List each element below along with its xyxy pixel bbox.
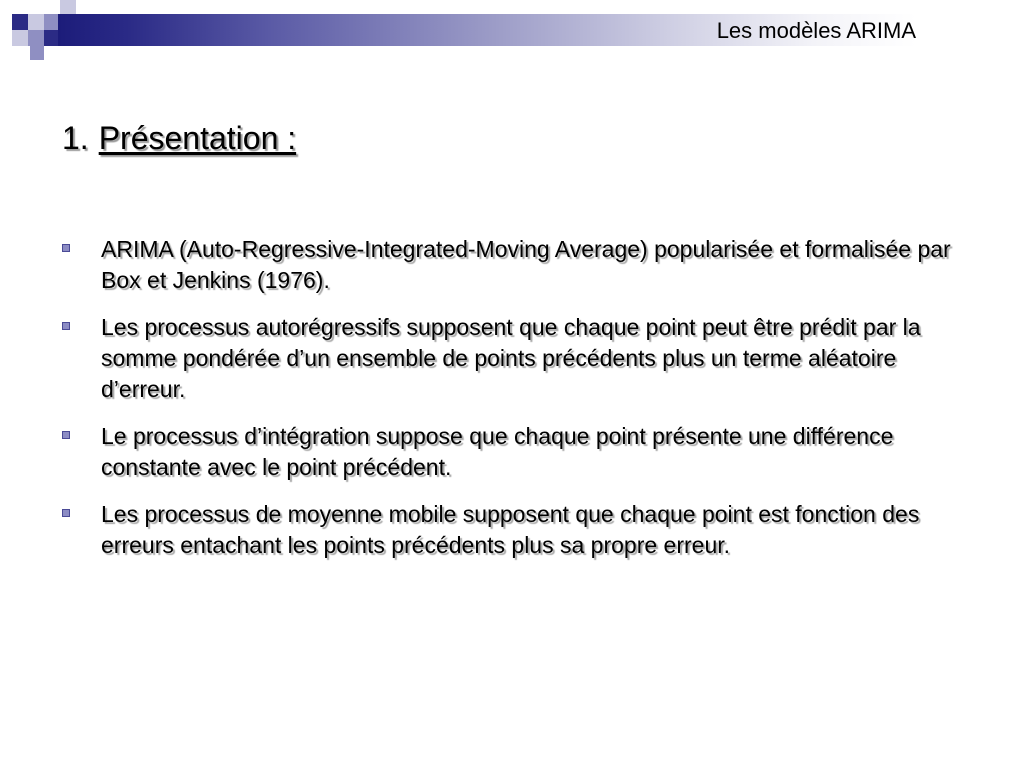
bullet-text: Le processus d’intégration suppose que chaque point présente une différence constante avec le point précédent. xyxy=(101,423,894,480)
square-bullet-icon xyxy=(62,322,70,330)
logo-square xyxy=(12,30,28,46)
section-title: Présentation : xyxy=(98,120,297,156)
logo-square xyxy=(28,14,44,30)
bullet-text: ARIMA (Auto-Regressive-Integrated-Moving Average) popularisée et formalisée par Box et Jenkins (1976). xyxy=(101,236,951,293)
bullet-text: Les processus autorégressifs supposent que chaque point peut être prédit par la somme pondérée d’un ensemble de points précédents plus un terme aléatoire d’erreur. xyxy=(101,314,921,402)
bullet-item xyxy=(62,234,972,296)
logo-square xyxy=(28,30,44,46)
section-number: 1. xyxy=(62,120,89,156)
bullet-text: Les processus de moyenne mobile supposent que chaque point est fonction des erreurs entachant les points précédents plus sa propre erreur. xyxy=(101,501,920,558)
square-bullet-icon xyxy=(62,431,70,439)
square-bullet-icon xyxy=(62,509,70,517)
logo-square xyxy=(30,46,44,60)
logo-square xyxy=(12,14,28,30)
square-bullet-icon xyxy=(62,244,70,252)
bullet-item xyxy=(62,312,972,405)
logo-square xyxy=(60,0,76,14)
bullet-list xyxy=(62,234,972,577)
section-heading xyxy=(62,118,296,158)
bullet-item xyxy=(62,421,972,483)
slide-header-title: Les modèles ARIMA xyxy=(716,18,916,43)
bullet-item xyxy=(62,499,972,561)
